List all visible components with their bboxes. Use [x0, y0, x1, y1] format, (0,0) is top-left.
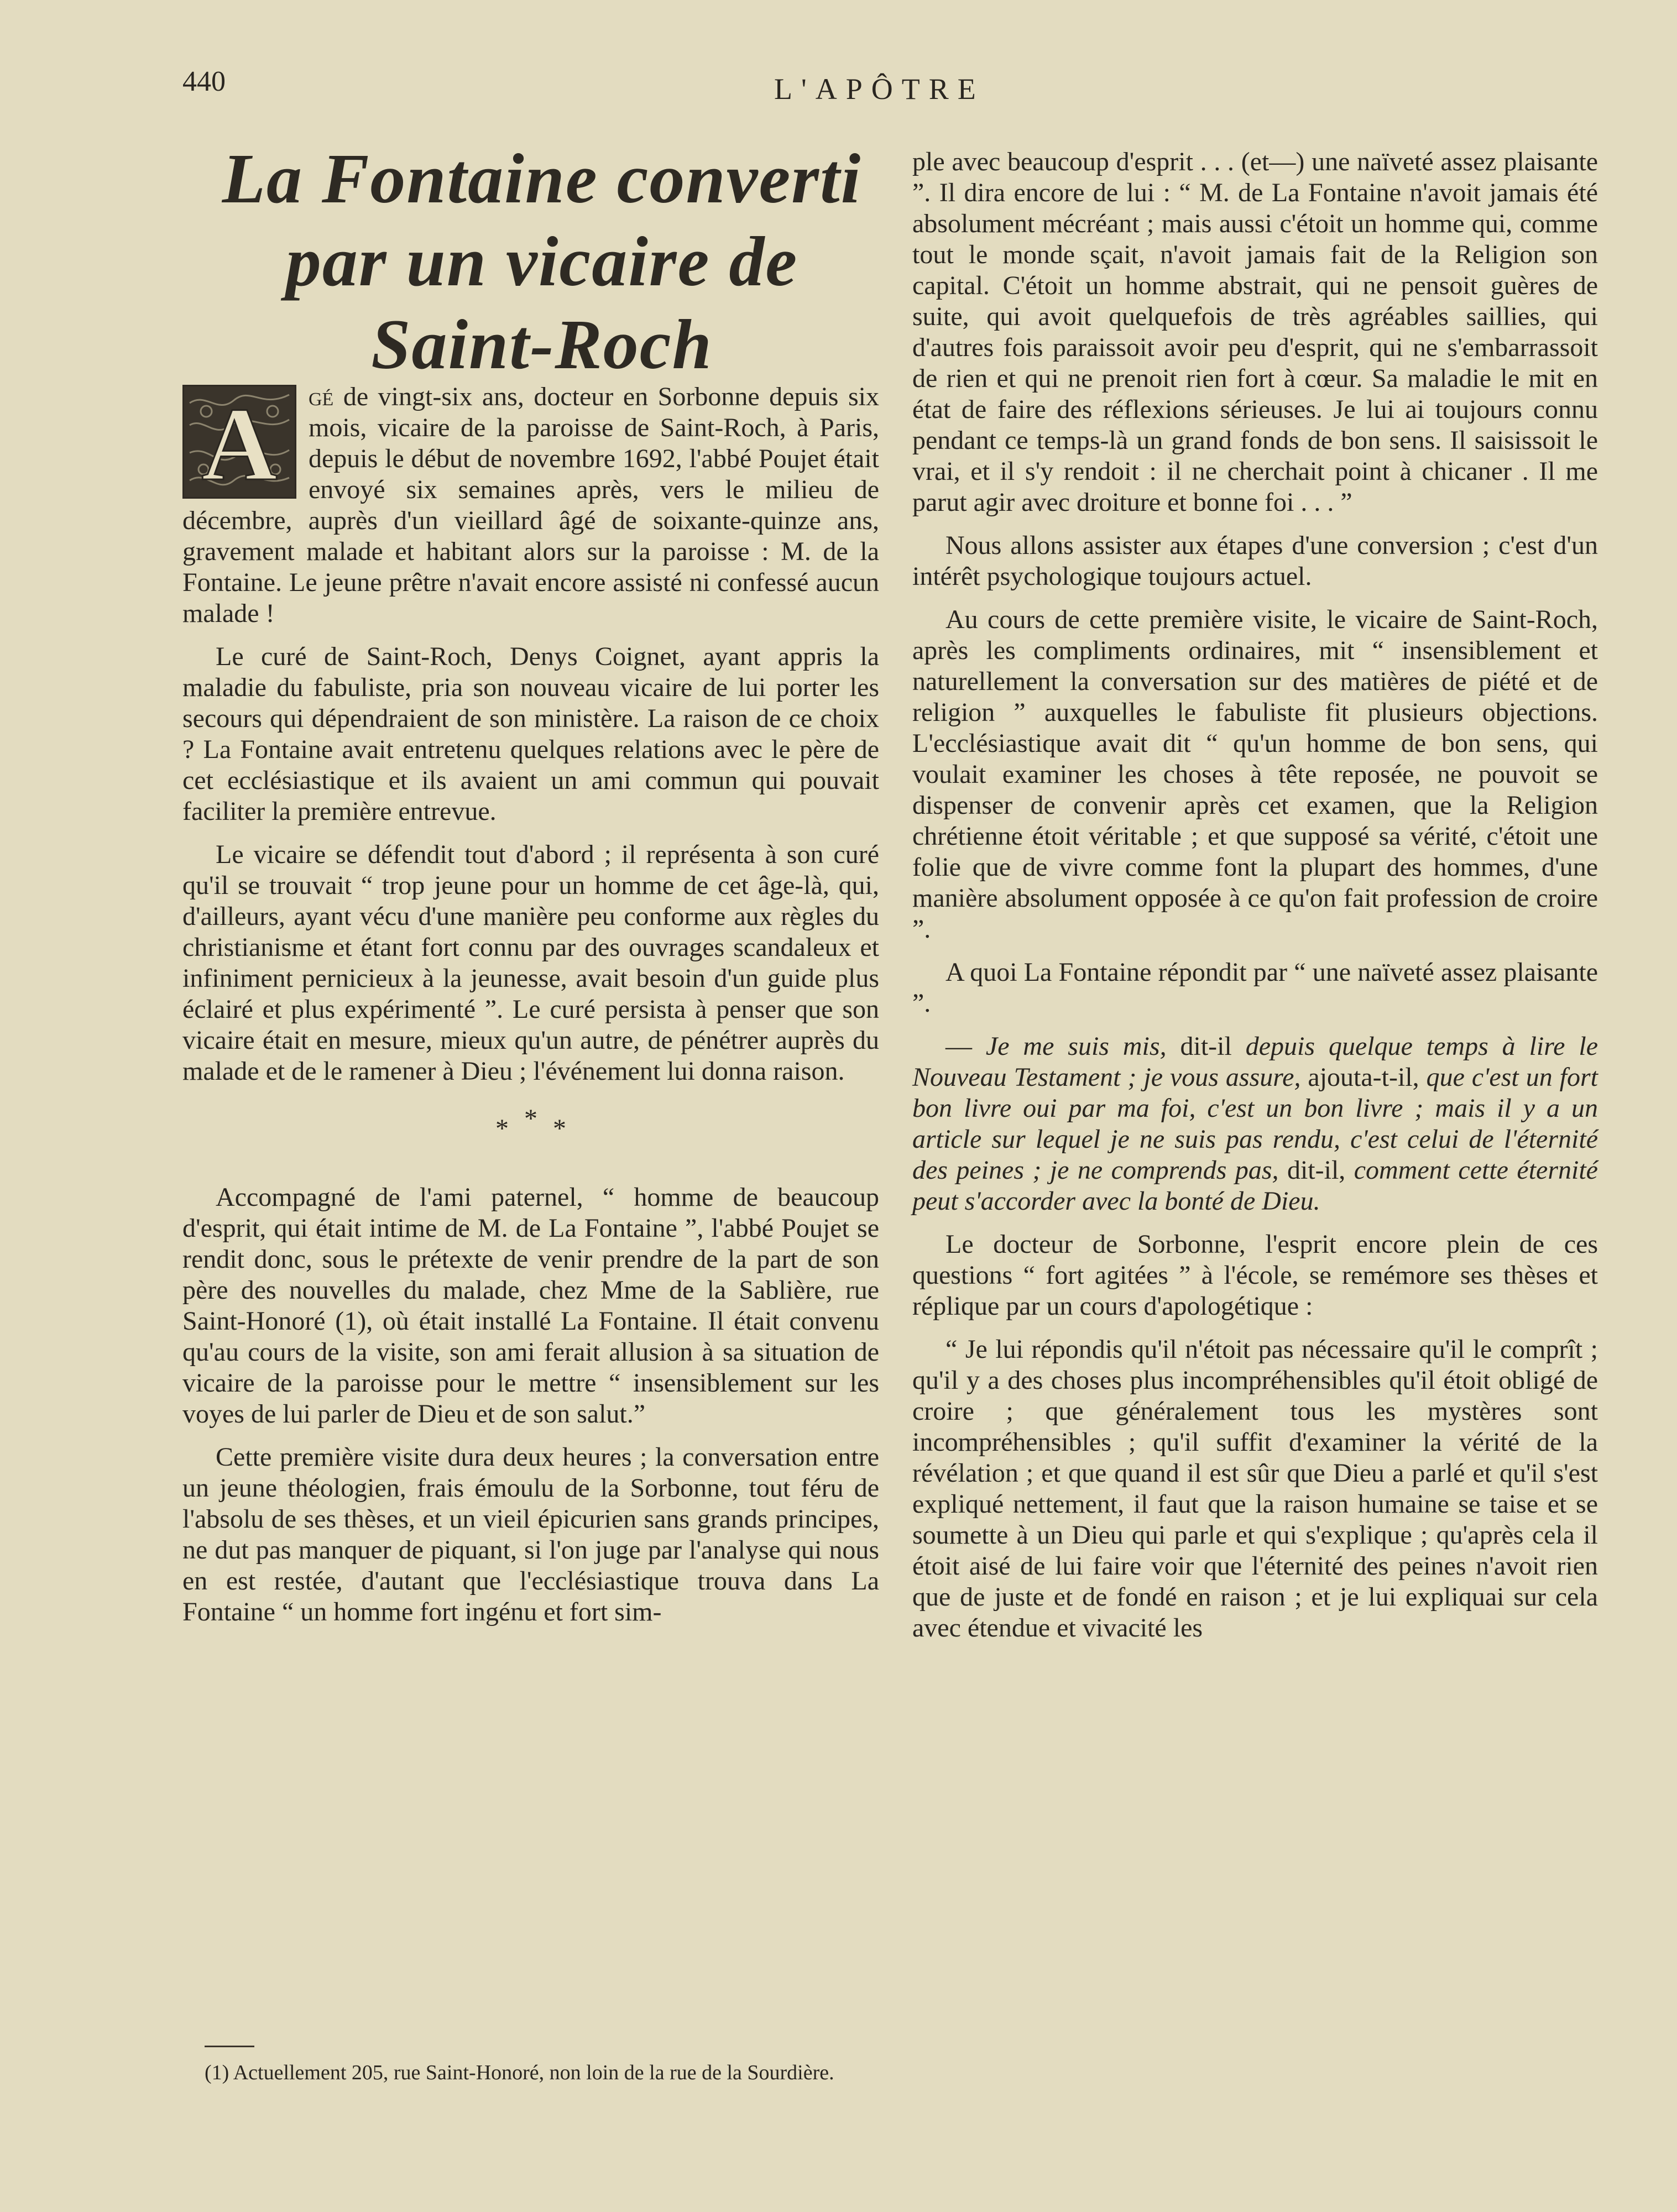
title-line-2: par un vicaire de — [285, 222, 798, 301]
paragraph-5: Cette première visite dura deux heures ; la conversation entre un jeune théologien, frais émoulu de la Sorbonne, tout féru de l'absolu de ses thèses, et un vieil épicurien sans grands principes, ne dut pas manquer de piquant, si l'on juge par l'analyse qui nous en est restée, d'autant que l'ecclésiastique trouva dans La Fontaine “ un homme fort ingénu et fort sim- — [182, 1442, 879, 1627]
ornamental-initial-icon — [182, 385, 296, 499]
separator-star: * — [524, 1104, 537, 1133]
paragraph-3: Le vicaire se défendit tout d'abord ; il représenta à son curé qu'il se trouvait “ trop jeune pour un homme de cet âge-là, qui, d'ailleurs, ayant vécu d'une manière peu conforme aux règles du christianisme et étant fort connu par des ouvrages scandaleux et infiniment pernicieux à la jeunesse, avait besoin d'un guide plus éclairé et plus expérimenté ”. Le curé persista à penser que son vicaire était en mesure, mieux qu'un autre, de pénétrer auprès du malade et de le ramener à Dieu ; l'événement lui donna raison. — [182, 840, 879, 1086]
quote-roman: dit-il — [1166, 1032, 1246, 1061]
quote-roman: dit-il, — [1278, 1155, 1354, 1185]
page-number: 440 — [182, 66, 226, 97]
quote-italic: Je me suis mis, — [985, 1032, 1167, 1061]
dash: — — [945, 1032, 986, 1061]
title-line-3: Saint-Roch — [371, 305, 713, 384]
paragraph-9: A quoi La Fontaine répondit par “ une naïveté assez plaisante ”. — [912, 958, 1598, 1018]
paragraph-6: ple avec beaucoup d'esprit . . . (et—) une naïveté assez plaisante ”. Il dira encore de lui : “ M. de La Fontaine n'avoit jamais été absolument mécréant ; mais aussi c'étoit un homme qui, comme tout le monde sçait, n'avoit jamais fait de la Religion son capital. C'étoit un homme abstrait, qui ne pensoit guères de suite, qui avoit quelquefois de très agréables saillies, qui d'autres fois paraissoit avoir peu d'esprit, qui ne s'embarrassoit de rien et qui ne prenoit rien fort à cœur. Sa maladie le mit en état de faire des réflexions sérieuses. Je lui ai toujours connu pendant ce temps-là un grand fonds de bon sens. Il saisissoit le vrai, et il s'y rendoit : il ne cherchait point à chicaner . Il me parut agir avec droiture et bonne foi . . . ” — [912, 147, 1598, 517]
paragraph-1-text: de vingt-six ans, docteur en Sorbonne depuis six mois, vicaire de la paroisse de Saint-Roch, à Paris, depuis le début de novembre 1692, l'abbé Poujet était envoyé six semaines après, vers le milieu de décembre, auprès d'un vieillard âgé de soixante-quinze ans, gravement malade et habitant alors sur la paroisse : M. de la Fontaine. Le jeune prêtre n'avait encore assisté ni confessé aucun malade ! — [182, 382, 879, 628]
paragraph-10 — [912, 1031, 1598, 1217]
paragraph-12: “ Je lui répondis qu'il n'étoit pas nécessaire qu'il le comprît ; qu'il y a des choses plus incompréhensibles qu'il étoit obligé de croire ; que généralement tous les mystères sont incompréhensibles ; qu'il suffit d'examiner la vérité de la révélation ; et que quand il est sûr que Dieu a parlé et qu'il s'est expliqué nettement, il faut que la raison humaine se taise et se soumette à un Dieu qui parle et qui s'explique ; qu'après cela il étoit aisé de lui faire voir que l'éternité des peines n'avoit rien que de juste et de fondé en raison ; et je lui expliquai sur cela avec étendue et vivacité les — [912, 1335, 1598, 1643]
quote-italic: comment cette éternité peut s'accorder avec la bonté de Dieu. — [912, 1155, 1598, 1216]
section-separator — [182, 1104, 879, 1144]
footnote-rule — [205, 2046, 254, 2047]
right-column — [912, 147, 1598, 1656]
quote-italic: depuis quelque temps à lire le Nouveau Testament ; je vous assure, — [912, 1032, 1598, 1092]
paragraph-11: Le docteur de Sorbonne, l'esprit encore plein de ces questions “ fort agitées ” à l'école, se remémore ses thèses et réplique par un cours d'apologétique : — [912, 1230, 1598, 1321]
footnote: (1) Actuellement 205, rue Saint-Honoré, non loin de la rue de la Sourdière. — [205, 2061, 834, 2084]
running-head: L'APÔTRE — [774, 72, 985, 106]
title-line-1: La Fontaine converti — [222, 139, 862, 218]
quote-italic: que c'est un fort bon livre oui par ma foi, c'est un bon livre ; mais il y a un article sur lequel je ne suis pas rendu, c'est celui de l'éternité des peines ; je ne comprends pas, — [912, 1063, 1598, 1185]
quote-roman: ajouta-t-il, — [1300, 1063, 1427, 1092]
paragraph-4: Accompagné de l'ami paternel, “ homme de beaucoup d'esprit, qui était intime de M. de La Fontaine ”, l'abbé Poujet se rendit donc, sous le prétexte de venir prendre de la part de son père des nouvelles du malade, chez Mme de la Sablière, rue Saint-Honoré (1), où était installé La Fontaine. Il était convenu qu'au cours de la visite, son ami ferait allusion à sa situation de vicaire de la paroisse pour le mettre “ insensiblement sur les voyes de lui parler de Dieu et de son salut.” — [182, 1183, 879, 1429]
paragraph-1-smallcaps: gé — [309, 382, 334, 411]
paragraph-8: Au cours de cette première visite, le vicaire de Saint-Roch, après les compliments ordinaires, mit “ insensiblement et naturellement la conversation sur des matières de piété et de religion ” auxquelles le fabuliste fit plusieurs objections. L'ecclésiastique avait dit “ qu'un homme de bon sens, qui voulait examiner les choses à tête reposée, ne pouvoit se dispenser de convenir après cet examen, que la Religion chrétienne étoit véritable ; et que supposé sa vérité, c'étoit une folie que de vivre comme font la plupart des hommes, d'une manière absolument opposée à ce qu'on fait profession de croire ”. — [912, 605, 1598, 944]
left-column — [182, 381, 879, 1640]
separator-star: * — [495, 1114, 509, 1143]
paragraph-2: Le curé de Saint-Roch, Denys Coignet, ayant appris la maladie du fabuliste, pria son nouveau vicaire de lui porter les secours qui dépendraient de son ministère. La raison de ce choix ? La Fontaine avait entretenu quelques relations avec le père de cet ecclésiastique et ils avaient un ami commun qui pouvait faciliter la première entrevue. — [182, 642, 879, 826]
paragraph-1 — [182, 381, 879, 629]
separator-star: * — [553, 1114, 566, 1143]
dropcap-letter: A — [201, 386, 278, 497]
paragraph-7: Nous allons assister aux étapes d'une conversion ; c'est d'un intérêt psychologique toujours actuel. — [912, 531, 1598, 591]
article-title — [182, 137, 901, 386]
